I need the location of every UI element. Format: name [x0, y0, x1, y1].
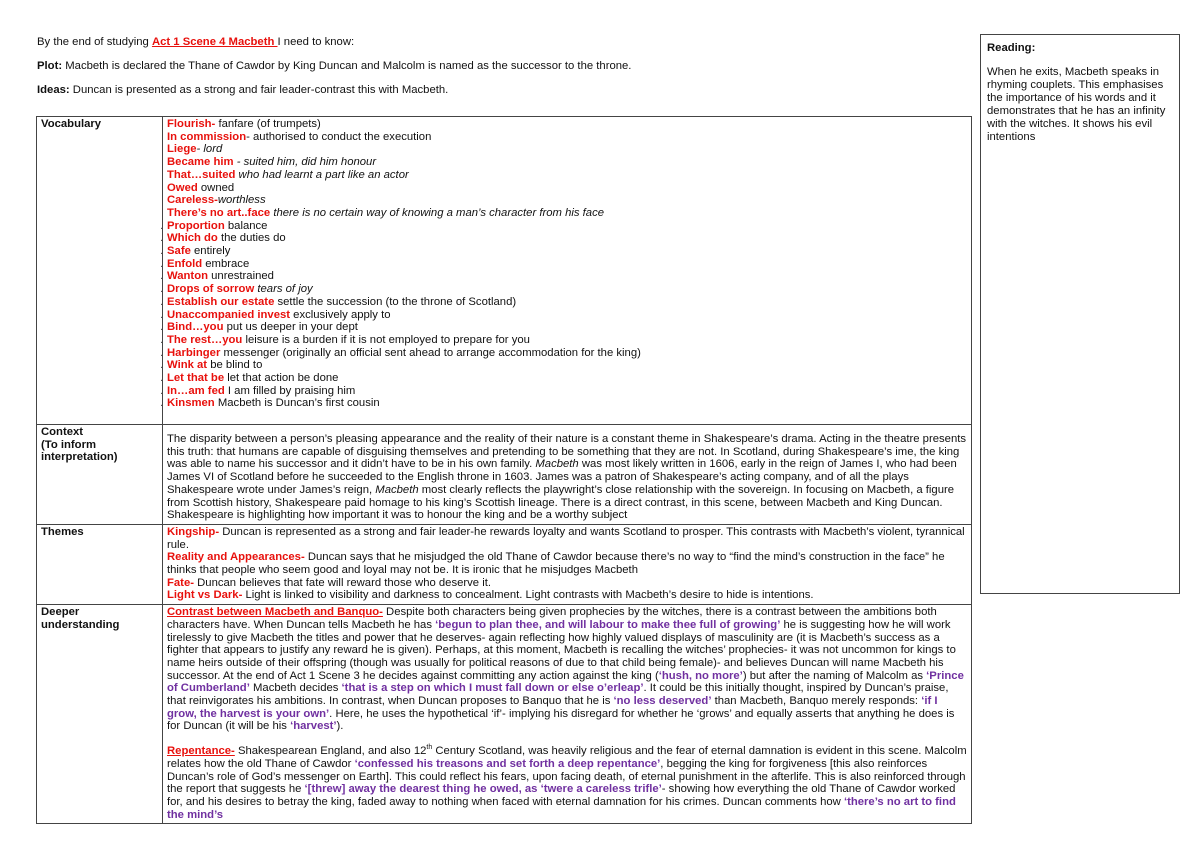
vocab-item: [167, 118, 967, 131]
vocab-term: That…suited: [167, 168, 236, 181]
quote-1: ‘begun to plan thee, and will labour to make thee full of growing’: [435, 618, 781, 631]
theme-fate: [167, 577, 967, 590]
themes-label: Themes: [37, 524, 163, 604]
theme-light-dark-text: Light is linked to visibility and darkness to concealment. Light contrasts with Macbeth’s desire to hide is intentions.: [242, 589, 814, 602]
themes-text: [163, 524, 972, 604]
vocab-term: Flourish-: [167, 118, 216, 130]
vocab-item: [167, 207, 967, 220]
quote-6: ‘if I grow, the harvest is your own’: [167, 695, 938, 720]
vocab-definition: balance: [224, 219, 268, 232]
theme-fate-text: Duncan believes that fate will reward those who deserve it.: [194, 576, 492, 589]
plot-text: Macbeth is declared the Thane of Cawdor by King Duncan and Malcolm is named as the successor to the throne.: [62, 60, 632, 72]
vocab-item: . Establish our estate settle the succession (to the throne of Scotland): [160, 295, 517, 308]
repentance-b4: - showing how everything the old Thane of Cawdor worked for, and his desires to betray the king, faded away to nothing when faced with eternal damnation for his crimes. Duncan comments how: [167, 783, 956, 808]
vocab-term: There’s no art..face: [167, 206, 271, 219]
vocab-definition: - lord: [196, 143, 223, 156]
vocab-definition: - suited him, did him honour: [233, 156, 377, 169]
vocab-definition: put us deeper in your dept: [223, 321, 358, 334]
vocab-item: [167, 156, 967, 169]
vocab-term: Proportion: [167, 219, 225, 232]
vocab-definition: exclusively apply to: [290, 308, 391, 321]
vocab-term: Drops of sorrow: [167, 283, 255, 296]
vocab-item: [167, 143, 967, 156]
vocab-item: . Safe entirely: [160, 245, 231, 258]
theme-light-dark-label: Light vs Dark-: [167, 589, 243, 602]
contrast-a7: . Here, he uses the hypothetical ‘if’- implying his disregard for whether he ‘grows’ and equally asserts that anything he does is for Duncan (it will be his: [167, 707, 955, 733]
context-macbeth-2: Macbeth: [375, 483, 419, 496]
vocab-term: Unaccompanied invest: [167, 308, 291, 321]
contrast-a2: he is suggesting how he will work tirelessly to give Macbeth the titles and power that he deserves- again reflecting how highly valued displays of masculinity are (it is Macbeth’s success as a fighter that appears to justify any reward he is given). Perhaps, at this moment, Macbeth is recalling the witches’ prophecies- it was not uncommon for kings to name heirs outside of their offspring (though was usually for political reasons of due to that child being female)- and believes Duncan will name Macbeth his successor. At the end of Act 1 Scene 3 he decides against committing any action against the king (: [167, 618, 956, 682]
vocab-item: . Kinsmen Macbeth is Duncan’s first cousin: [160, 397, 380, 410]
repentance-b1: Shakespearean England, and also 12: [234, 745, 427, 758]
context-macbeth-1: Macbeth: [535, 458, 579, 471]
context-row: [37, 425, 972, 525]
vocab-item: . Wink at be blind to: [160, 359, 263, 372]
theme-kingship-text: Duncan is represented as a strong and fair leader-he rewards loyalty and wants Scotland to prosper. This contrasts with Macbeth’s violent, tyrannical rule.: [167, 525, 965, 551]
quote-r1: ‘confessed his treasons and set forth a deep repentance’: [354, 757, 661, 770]
quote-4: ‘that is a step on which I must fall down or else o’erleap’: [341, 682, 644, 695]
ideas-line: [37, 84, 957, 97]
vocabulary-list: [160, 117, 972, 425]
vocab-definition: unrestrained: [208, 270, 274, 283]
vocab-term: Wink at: [167, 359, 208, 372]
repentance-paragraph: [167, 745, 967, 821]
vocab-term: Liege: [167, 143, 197, 156]
century-sup: th: [426, 744, 433, 752]
context-p1: The disparity between a person’s pleasing appearance and the reality of their nature is a constant theme in Shakespeare’s drama. Acting in the theatre presents this truth: that humans are capable of disguising themselves and pretending to be something that they are not. In Scotland, during Shakespeare’s ime, the king was able to name his successor and it didn’t have to be in his own family.: [167, 433, 967, 471]
vocab-item: [167, 194, 967, 207]
context-label: [37, 425, 163, 525]
reading-box: [980, 34, 1180, 594]
intro-line: [37, 36, 957, 49]
vocab-definition: leisure is a burden if it is not employed to prepare for you: [242, 333, 530, 346]
vocab-term: Became him: [167, 156, 234, 169]
vocab-item: [167, 131, 967, 144]
vocab-item: . Drops of sorrow tears of joy: [160, 283, 313, 296]
theme-reality-label: Reality and Appearances-: [167, 551, 305, 564]
quote-r2: ‘[threw] away the dearest thing he owed, as ‘twere a careless trifle’: [304, 783, 662, 796]
vocab-item: . Harbinger messenger (originally an official sent ahead to arrange accommodation for the king): [160, 346, 641, 359]
vocabulary-row: [37, 117, 972, 425]
vocabulary-label: Vocabulary: [37, 117, 163, 425]
context-label-1: Context: [41, 426, 84, 438]
contrast-a6: than Macbeth, Banquo merely responds:: [711, 695, 922, 708]
vocab-item: . Proportion balance: [160, 219, 268, 232]
vocab-item: [167, 169, 967, 182]
contrast-a5: . It could be this initially thought, inspired by Duncan’s praise, that reinvigorates his ambitions. In contrast, when Duncan proposes to Banquo that he is: [167, 682, 949, 708]
context-label-2: (To inform: [41, 438, 97, 451]
contrast-a3: ) but after the naming of Malcolm as: [742, 669, 927, 682]
vocab-item: . Unaccompanied invest exclusively apply to: [160, 308, 391, 321]
scene-title: Act 1 Scene 4 Macbeth: [151, 36, 278, 48]
vocab-term: Let that be: [167, 372, 225, 385]
context-p3: most clearly reflects the playwright’s close relationship with the sovereign. In focusing on Macbeth, a figure from Scottish history, Shakespeare paid homage to his king’s Scottish lineage. There is a direct contrast, in this scene, between Macbeth and King Duncan. Shakespeare is highlighting how important it was to honour the king and be a worthy subject: [167, 483, 955, 522]
vocab-term: Safe: [167, 245, 191, 258]
vocab-term: Bind…you: [167, 321, 224, 334]
vocab-term: Careless-: [167, 194, 218, 207]
vocab-definition: entirely: [190, 245, 231, 258]
repentance-b2: Century Scotland, was heavily religious and the fear of eternal damnation is evident in this scene. Malcolm relates how the old Thane of Cawdor: [167, 745, 967, 770]
contrast-a4: Macbeth decides: [249, 682, 342, 695]
intro-suffix: I need to know:: [277, 36, 355, 48]
vocab-term: Enfold: [167, 257, 203, 270]
ideas-label: Ideas:: [37, 84, 70, 96]
vocab-term: Which do: [167, 232, 218, 245]
quote-5: ‘no less deserved’: [613, 695, 712, 708]
vocab-item: . Enfold embrace: [160, 257, 250, 270]
vocab-term: Kinsmen: [167, 397, 215, 410]
vocab-definition: messenger (originally an official sent ahead to arrange accommodation for the king): [220, 346, 641, 359]
vocab-definition: I am filled by praising him: [224, 384, 356, 397]
theme-kingship-label: Kingship-: [167, 525, 220, 538]
contrast-heading: Contrast between Macbeth and Banquo-: [167, 606, 383, 619]
vocab-term: Harbinger: [167, 346, 221, 359]
theme-kingship: [167, 526, 967, 551]
vocab-definition: fanfare (of trumpets): [215, 118, 321, 130]
vocab-term: In…am fed: [167, 384, 225, 397]
vocab-item: . Wanton unrestrained: [160, 270, 274, 283]
quote-7: ‘harvest’: [290, 720, 337, 733]
vocab-item: . Bind…you put us deeper in your dept: [160, 321, 358, 334]
quote-r3: ‘there’s no art to find the mind’s: [167, 795, 956, 821]
vocab-definition: worthless: [217, 194, 266, 207]
quote-3: ‘Prince of Cumberland’: [167, 669, 964, 695]
knowledge-table: [36, 116, 972, 824]
deeper-label-2: understanding: [41, 618, 120, 631]
vocab-definition: the duties do: [217, 232, 286, 245]
vocab-item: . Let that be let that action be done: [160, 372, 339, 385]
context-text: [163, 425, 972, 525]
theme-fate-label: Fate-: [167, 576, 194, 589]
repentance-heading: Repentance-: [167, 745, 235, 758]
plot-line: [37, 60, 957, 73]
vocab-definition: - authorised to conduct the execution: [246, 130, 432, 143]
vocab-definition: owned: [197, 181, 235, 194]
vocab-definition: who had learnt a part like an actor: [235, 168, 409, 181]
reading-title: Reading:: [987, 42, 1036, 54]
reading-text: When he exits, Macbeth speaks in rhyming couplets. This emphasises the importance of his words and it demonstrates that he has an infinity with the witches. It shows his evil intentions: [987, 66, 1166, 143]
vocab-term: In commission: [167, 130, 247, 143]
deeper-text: [163, 605, 972, 824]
vocab-item: . In…am fed I am filled by praising him: [160, 384, 356, 397]
vocab-definition: settle the succession (to the throne of Scotland): [274, 295, 517, 308]
deeper-row: [37, 605, 972, 824]
vocab-item: [167, 182, 967, 195]
vocab-definition: embrace: [202, 257, 250, 270]
vocab-term: Establish our estate: [167, 295, 275, 308]
vocab-definition: Macbeth is Duncan’s first cousin: [214, 397, 380, 410]
intro-prefix: By the end of studying: [37, 36, 152, 48]
contrast-a1: Despite both characters being given prophecies by the witches, there is a contrast between the ambitions both characters have. When Duncan tells Macbeth he has: [167, 606, 937, 631]
context-p2: was most likely written in 1606, early in the reign of James I, who had been James VI of Scotland before he succeeded to the English throne in 1603. James was a patron of Shakespeare’s acting company, and of all the plays Shakespeare wrote under James’s reign,: [167, 458, 957, 496]
vocab-definition: be blind to: [207, 359, 263, 372]
quote-2: ‘hush, no more’: [658, 669, 743, 682]
intro-section: [37, 36, 957, 108]
themes-row: [37, 524, 972, 604]
theme-reality-text: Duncan says that he misjudged the old Thane of Cawdor because there’s no way to “find the mind’s construction in the face” he thinks that people who seem good and loyal may not be. It is ironic that he misjudges Macbeth: [167, 551, 945, 577]
deeper-label-1: Deeper: [41, 606, 80, 619]
context-label-3: interpretation): [41, 451, 118, 464]
ideas-text: Duncan is presented as a strong and fair leader-contrast this with Macbeth.: [69, 84, 449, 96]
theme-light-dark: [167, 589, 967, 602]
vocab-term: Wanton: [167, 270, 208, 283]
plot-label: Plot:: [37, 60, 63, 72]
contrast-a8: ).: [336, 720, 344, 733]
vocab-term: The rest…you: [167, 333, 243, 346]
vocab-definition: let that action be done: [224, 372, 339, 385]
vocab-item: . The rest…you leisure is a burden if it is not employed to prepare for you: [160, 333, 530, 346]
vocab-definition: tears of joy: [254, 283, 313, 296]
contrast-paragraph: [167, 606, 967, 733]
deeper-label: [37, 605, 163, 824]
vocab-definition: there is no certain way of knowing a man’s character from his face: [270, 206, 605, 219]
vocab-term: Owed: [167, 181, 198, 194]
vocab-item: . Which do the duties do: [160, 232, 286, 245]
theme-reality: [167, 551, 967, 576]
repentance-b3: , begging the king for forgiveness [this also reinforces Duncan’s role of God’s messenger on Earth]. This could reflect his fears, upon facing death, of eternal punishment in the afterlife. This is also reinforced through the report that suggests he: [167, 757, 966, 796]
